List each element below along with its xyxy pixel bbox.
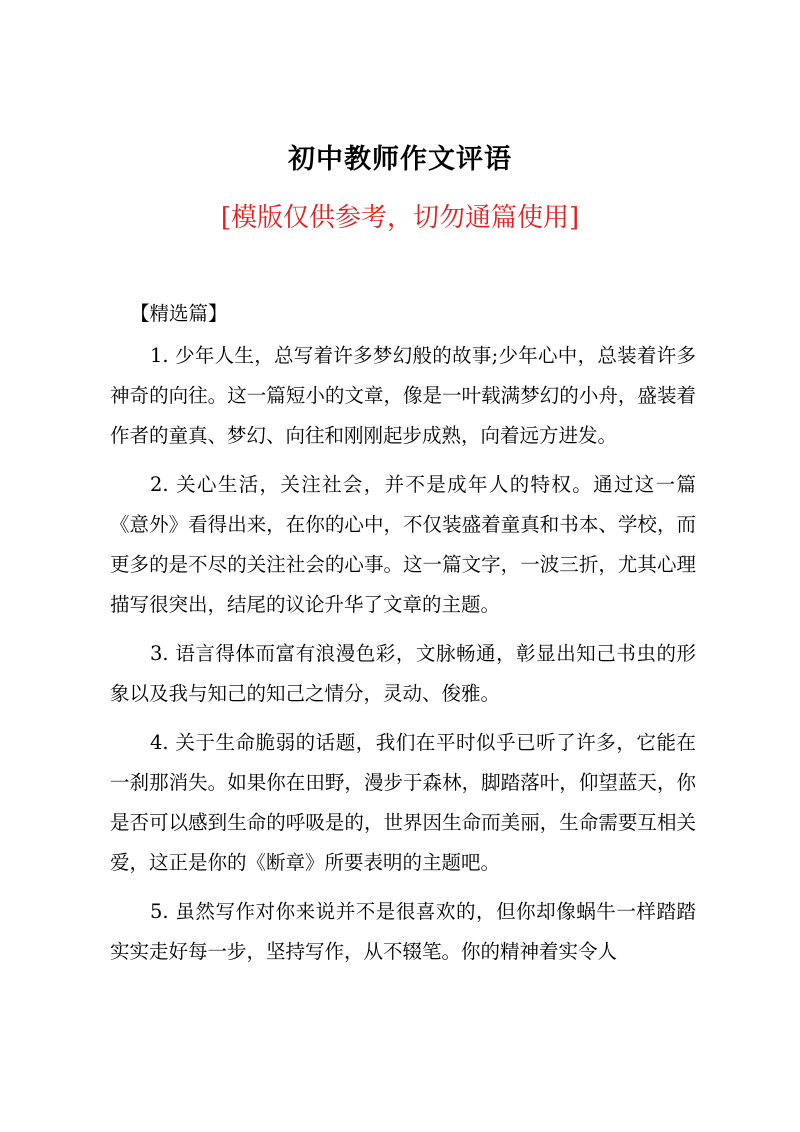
page-title: 初中教师作文评语 (288, 144, 512, 175)
comment-paragraph-1: 1. 少年人生，总写着许多梦幻般的故事;少年心中，总装着许多神奇的向往。这一篇短小的文章，像是一叶载满梦幻的小舟，盛装着作者的童真、梦幻、向往和刚刚起步成熟，向着远方进发。 (110, 344, 696, 447)
comment-paragraph-2: 2. 关心生活，关注社会，并不是成年人的特权。通过这一篇《意外》看得出来，在你的心中，不仅装盛着童真和书本、学校，而更多的是不尽的关注社会的心事。这一篇文字，一波三折，尤其心理描写很突出，结尾的议论升华了文章的主题。 (110, 473, 696, 616)
section-label: 【精选篇】 (130, 302, 228, 325)
comment-paragraph-3: 3. 语言得体而富有浪漫色彩，文脉畅通，彰显出知己书虫的形象以及我与知己的知己之情分，灵动、俊雅。 (110, 642, 696, 705)
document-body (110, 296, 696, 972)
template-notice: [模版仅供参考，切勿通篇使用] (220, 203, 580, 233)
comment-paragraph-5: 5. 虽然写作对你来说并不是很喜欢的，但你却像蜗牛一样踏踏实实走好每一步，坚持写作，从不辍笔。你的精神着实令人 (110, 900, 696, 963)
comment-paragraph-4: 4. 关于生命脆弱的话题，我们在平时似乎已听了许多，它能在一刹那消失。如果你在田野，漫步于森林，脚踏落叶，仰望蓝天，你是否可以感到生命的呼吸是的，世界因生命而美丽，生命需要互相关爱，这正是你的《断章》所要表明的主题吧。 (110, 731, 696, 874)
